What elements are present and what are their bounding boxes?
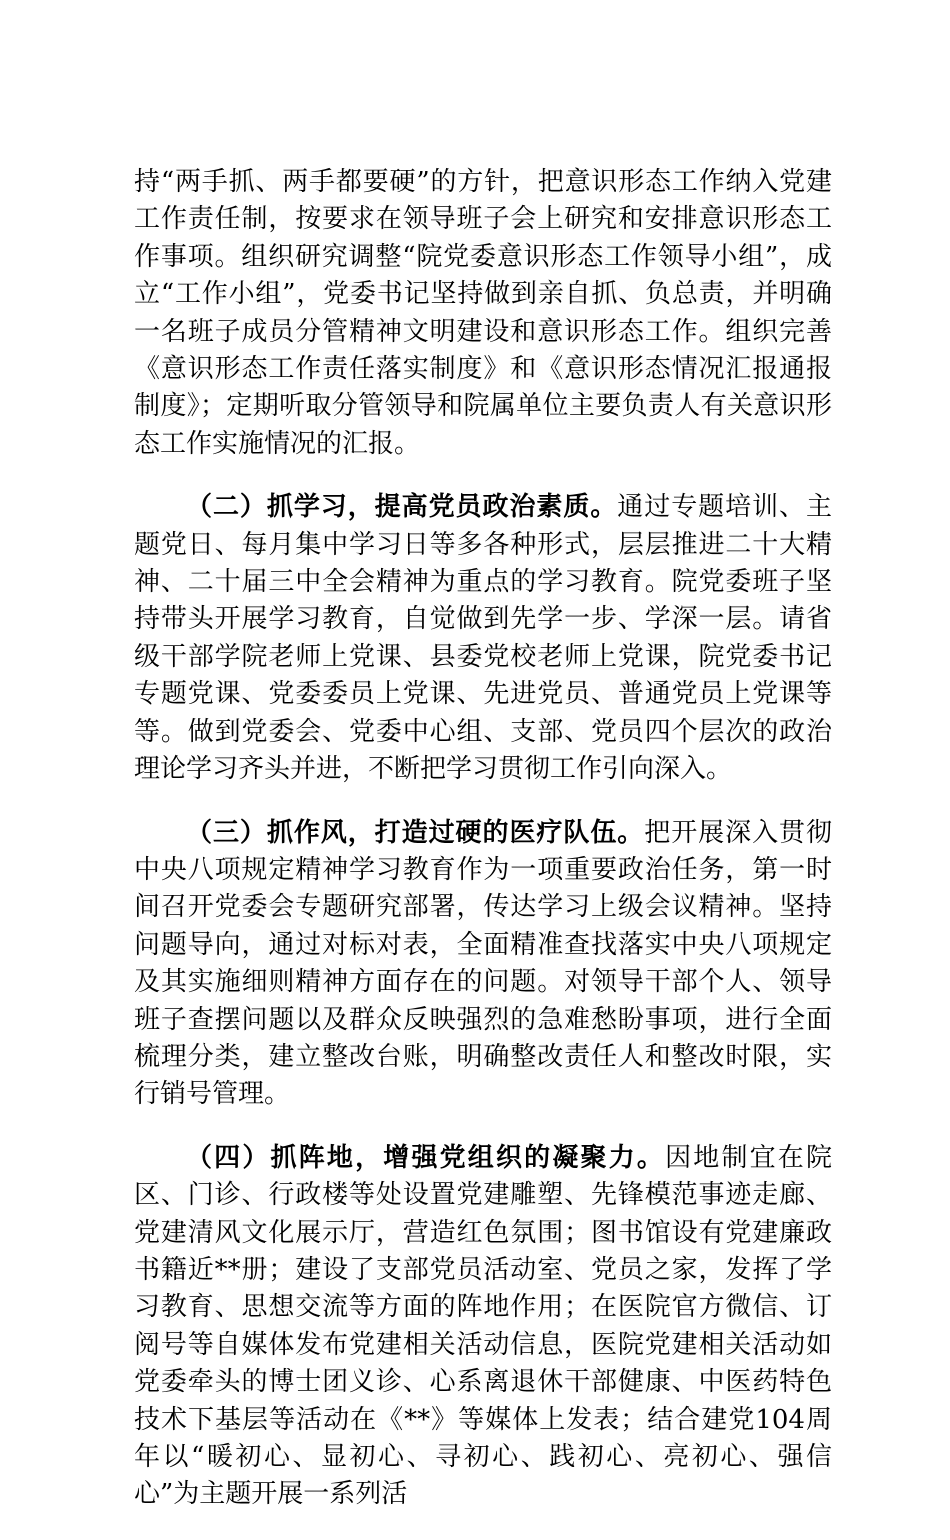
paragraph-position — [134, 1140, 832, 1514]
paragraph-conduct — [134, 815, 832, 1114]
paragraph-heading: （四）抓阵地，增强党组织的凝聚力。 — [186, 1142, 666, 1173]
paragraph-responsibility — [134, 164, 832, 463]
paragraph-study — [134, 489, 832, 788]
document-body — [134, 164, 832, 1540]
paragraph-text: 因地制宜在院区、门诊、行政楼等处设置党建雕塑、先锋模范事迹走廊、党建清风文化展示厅，营造红色氛围；图书馆设有党建廉政书籍近**册；建设了支部党员活动室、党员之家，发挥了学习教育、思想交流等方面的阵地作用；在医院官方微信、订阅号等自媒体发布党建相关活动信息，医院党建相关活动如党委牵头的博士团义诊、心系离退休干部健康、中医药特色技术下基层等活动在《**》等媒体上发表；结合建党104周年以“暖初心、显初心、寻初心、践初心、亮初心、强信心”为主题开展一系列活 — [134, 1142, 832, 1510]
paragraph-heading: （二）抓学习，提高党员政治素质。 — [186, 492, 618, 523]
paragraph-heading: （三）抓作风，打造过硬的医疗队伍。 — [186, 817, 645, 848]
paragraph-text: 持“两手抓、两手都要硬”的方针，把意识形态工作纳入党建工作责任制，按要求在领导班子会上研究和安排意识形态工作事项。组织研究调整“院党委意识形态工作领导小组”，成立“工作小组”，党委书记坚持做到亲自抓、负总责，并明确一名班子成员分管精神文明建设和意识形态工作。组织完善《意识形态工作责任落实制度》和《意识形态情况汇报通报制度》；定期听取分管领导和院属单位主要负责人有关意识形态工作实施情况的汇报。 — [134, 167, 832, 459]
paragraph-text: 把开展深入贯彻中央八项规定精神学习教育作为一项重要政治任务，第一时间召开党委会专题研究部署，传达学习上级会议精神。坚持问题导向，通过对标对表，全面精准查找落实中央八项规定及其实施细则精神方面存在的问题。对领导干部个人、领导班子查摆问题以及群众反映强烈的急难愁盼事项，进行全面梳理分类，建立整改台账，明确整改责任人和整改时限，实行销号管理。 — [134, 817, 832, 1110]
paragraph-text: 通过专题培训、主题党日、每月集中学习日等多各种形式，层层推进二十大精神、二十届三中全会精神为重点的学习教育。院党委班子坚持带头开展学习教育，自觉做到先学一步、学深一层。请省级干部学院老师上党课、县委党校老师上党课，院党委书记专题党课、党委委员上党课、先进党员、普通党员上党课等等。做到党委会、党委中心组、支部、党员四个层次的政治理论学习齐头并进，不断把学习贯彻工作引向深入。 — [134, 492, 832, 785]
